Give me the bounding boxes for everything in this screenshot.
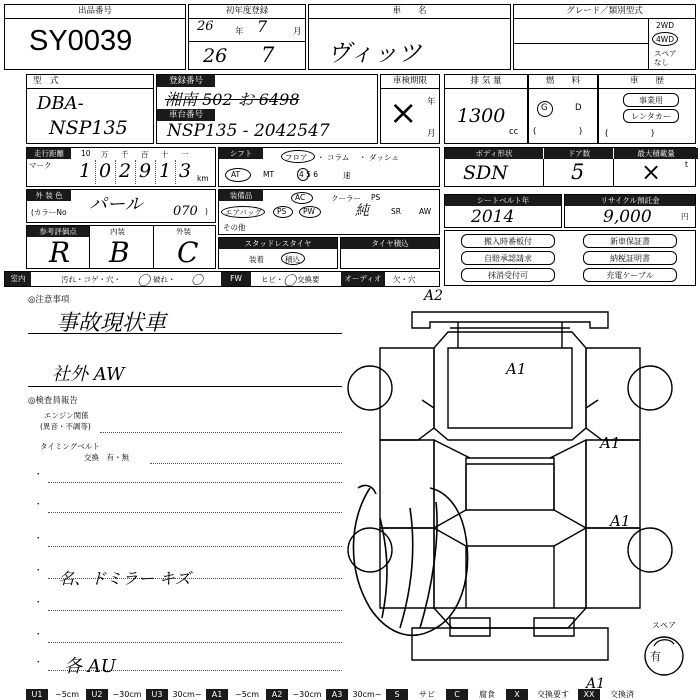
studless-label: スタッドレスタイヤ: [219, 238, 337, 249]
grade-label: グレード／類別型式: [514, 5, 695, 19]
legend-item-14: C: [446, 689, 468, 700]
equip-label: 装備品: [219, 190, 263, 201]
legend-item-0: U1: [26, 689, 48, 700]
capacity-unit: t: [685, 160, 688, 169]
car-name-box: [308, 4, 511, 70]
year-unit: 年: [235, 27, 244, 37]
doc-item-0: 搬入時番板付: [461, 234, 555, 248]
legend-item-18: XX: [578, 689, 600, 700]
lot-label: 出品番号: [5, 5, 185, 19]
engine-sub: (異音・不調等): [40, 422, 91, 431]
spare-label: スペア: [652, 621, 676, 630]
mileage-box: [26, 147, 216, 187]
mark-a2-front: A2: [424, 288, 444, 304]
mileage-unit-1: 万: [101, 150, 109, 159]
inspector-label: ◎検査員報告: [28, 396, 78, 406]
interior-score-label: 内装: [89, 226, 153, 237]
timing-label: タイミングベルト: [40, 442, 100, 451]
grade-box: [513, 4, 696, 70]
seatbelt-value: 2014: [471, 207, 515, 227]
fuel-label: 燃 料: [529, 75, 597, 89]
recycle-label: リサイクル預託金: [565, 195, 695, 206]
shift-option-dash: ダッシュ: [369, 153, 399, 162]
grade-score-label: 参考評価点: [27, 226, 89, 237]
equip-cooler: クーラー: [331, 194, 361, 203]
model-line2: NSP135: [49, 117, 128, 139]
color-value: パール: [89, 194, 143, 215]
first-reg-printed-year: 26: [197, 19, 214, 34]
mileage-unit-0: 10: [81, 149, 91, 158]
score-interior: B: [109, 236, 130, 269]
fw-line2: 交換要: [297, 275, 320, 284]
legend-item-12: S: [386, 689, 408, 700]
mileage-digit-2: 2: [119, 160, 132, 182]
studless-loaded: 積込: [285, 255, 300, 264]
caution-accident: 事故現状車: [56, 311, 167, 336]
color-label: 外 装 色: [27, 190, 71, 201]
report-bullet-5: ・: [34, 630, 43, 640]
reg-value: 湘南 502 お 6498: [165, 90, 300, 109]
doc-item-1: 新車保証書: [583, 234, 677, 248]
docs-box: [444, 230, 696, 286]
audio-line: 欠・穴: [393, 275, 416, 284]
mileage-digit-1: 0: [99, 160, 112, 182]
doors-label: ドア数: [543, 148, 614, 159]
history-business: 事業用: [623, 93, 679, 107]
mileage-unit-3: 百: [141, 150, 149, 159]
recycle-box: [564, 194, 696, 228]
report-bullet-2: ・: [34, 534, 43, 544]
equip-box: [218, 189, 440, 235]
displacement-box: [444, 74, 528, 144]
history-box: 車 歴 事業用 レンタカー ( ): [598, 74, 696, 144]
caution-label: ◎注意事項: [28, 295, 70, 305]
condition-bar: 室内 汚れ・コゲ・穴・ 〇 破れ・ 〇 FW ヒビ・ 〇 交換要 オーディオ 欠・穴: [4, 271, 440, 287]
first-reg-label: 初年度登録: [189, 5, 305, 19]
legend-item-1: ~5cm: [55, 690, 79, 699]
seatbelt-label: シートベルト年: [445, 195, 561, 206]
doc-item-4: 抹消受付可: [461, 268, 555, 282]
legend-item-16: X: [506, 689, 528, 700]
shift-speeds: 4 5 6: [299, 170, 319, 179]
inspection-box: 車検期限 × 年 月: [380, 74, 440, 144]
shift-at: AT: [231, 170, 241, 179]
spare-value: 有: [650, 650, 661, 663]
mileage-label: 走行距離: [27, 148, 71, 159]
studless-mounted: 装着: [249, 255, 264, 264]
capacity-value: ×: [641, 158, 662, 186]
fuel-g: G: [541, 103, 548, 113]
equip-airbag: エアバッグ: [225, 208, 262, 217]
cc-unit: cc: [509, 127, 519, 137]
legend-item-19: 交換済: [610, 690, 634, 699]
color-note: (カラーNo: [31, 208, 67, 217]
car-name-label: 車 名: [309, 5, 510, 19]
chassis-label: 車台番号: [157, 109, 215, 121]
color-code: 070: [173, 204, 198, 219]
mileage-digit-0: 1: [79, 160, 92, 182]
capacity-label: 最大積載量: [613, 148, 698, 159]
score-overall: R: [49, 236, 71, 269]
report-au: 各 AU: [64, 656, 116, 677]
spare-none: スペア なし: [654, 49, 677, 67]
drive-2wd: 2WD: [656, 21, 674, 30]
mark-a1-rear: A1: [586, 676, 606, 688]
reg-label: 登録番号: [157, 75, 215, 87]
equip-genuine: 純: [355, 203, 369, 219]
body-value: SDN: [463, 162, 508, 184]
legend-item-4: U3: [146, 689, 168, 700]
legend-item-11: 30cm~: [352, 690, 382, 699]
legend-item-15: 腐食: [479, 690, 495, 699]
month-unit: 月: [293, 27, 302, 37]
legend-item-3: ~30cm: [112, 690, 142, 699]
interior-line: 汚れ・コゲ・穴・: [61, 275, 121, 284]
doc-item-5: 充電ケーブル: [583, 268, 677, 282]
body-box: [444, 147, 696, 187]
recycle-value: 9,000: [603, 207, 652, 227]
car-damage-diagram: [340, 288, 700, 688]
equip-ps1: PS: [371, 193, 381, 202]
tires-label: タイヤ積込: [341, 238, 439, 249]
inspection-value: ×: [389, 93, 418, 133]
legend-item-10: A3: [326, 689, 348, 700]
score-exterior: C: [177, 236, 199, 269]
mark-a1-hood: A1: [506, 360, 527, 378]
engine-label: エンジン関係: [44, 411, 89, 420]
legend-item-2: U2: [86, 689, 108, 700]
mark-a1-right-rear: A1: [610, 512, 631, 530]
legend-item-7: ~5cm: [235, 690, 259, 699]
seatbelt-box: [444, 194, 562, 228]
shift-mt: MT: [263, 170, 275, 179]
report-bullet-3: ・: [34, 566, 43, 576]
inspection-label: 車検期限: [381, 75, 439, 89]
legend-item-6: A1: [206, 689, 228, 700]
chassis-value: NSP135 - 2042547: [167, 121, 330, 141]
shift-option-floor: フロア: [285, 153, 308, 162]
history-label: 車 歴: [599, 75, 695, 89]
displacement-label: 排 気 量: [445, 75, 527, 89]
first-reg-printed-month: 7: [257, 17, 268, 36]
tires-box: [340, 237, 440, 269]
report-bullet-0: ・: [34, 470, 43, 480]
fw-label: FW: [221, 272, 251, 286]
first-reg-hand-year: 26: [203, 45, 228, 67]
legend-item-13: サビ: [419, 690, 435, 699]
first-reg-box: [188, 4, 306, 70]
exterior-score-label: 外装: [153, 226, 217, 237]
model-line1: DBA-: [37, 93, 84, 114]
shift-option-column: コラム: [327, 153, 350, 162]
shift-box: シフト フロア ・ コラム ・ ダッシュ AT MT 4 5 6 速: [218, 147, 440, 187]
color-box: 外 装 色 (カラーNo パール 070 ): [26, 189, 216, 223]
mileage-digit-4: 1: [159, 160, 172, 182]
mileage-unit-4: 十: [161, 150, 169, 159]
registration-box: [156, 74, 378, 144]
report-mirror: 名、ドミラー キズ: [58, 569, 191, 588]
first-reg-hand-month: 7: [261, 43, 275, 67]
shift-label: シフト: [219, 148, 263, 159]
mileage-digit-3: 9: [139, 160, 152, 182]
equip-ac: AC: [295, 193, 306, 202]
timing-opts: 交換 有・無: [84, 453, 129, 462]
fw-line: ヒビ・: [261, 275, 284, 284]
equip-sr: SR: [391, 207, 401, 216]
car-name: ヴィッツ: [327, 39, 422, 67]
displacement-value: 1300: [457, 105, 506, 127]
report-bullet-1: ・: [34, 500, 43, 510]
doc-item-2: 自賠承認請求: [461, 251, 555, 265]
lot-number: SY0039: [29, 25, 133, 57]
report-bullet-4: ・: [34, 598, 43, 608]
doc-item-3: 納税証明書: [583, 251, 677, 265]
audio-label: オーディオ: [341, 272, 385, 286]
recycle-unit: 円: [681, 212, 689, 221]
body-label: ボディ形状: [445, 148, 543, 159]
studless-box: [218, 237, 338, 269]
model-label: 型 式: [27, 75, 153, 89]
equip-pw: PW: [303, 207, 315, 216]
mileage-unit-5: 一: [181, 150, 189, 159]
fuel-box: 燃 料 G D ( ): [528, 74, 598, 144]
legend-item-8: A2: [266, 689, 288, 700]
mileage-digit-5: 3: [179, 160, 192, 182]
mileage-mark: マーク: [29, 161, 52, 170]
km-unit: km: [197, 174, 209, 183]
report-bullet-6: ・: [34, 658, 43, 668]
drive-4wd: 4WD: [656, 35, 674, 44]
mileage-unit-2: 千: [121, 150, 129, 159]
equip-ps: PS: [277, 207, 287, 216]
shift-speed-unit: 速: [343, 171, 351, 180]
doors-value: 5: [571, 160, 585, 184]
legend-item-17: 交換要す: [537, 690, 569, 699]
interior-line-label: 室内: [5, 272, 31, 286]
model-box: [26, 74, 154, 144]
fuel-d: D: [575, 103, 582, 113]
interior-line2: 破れ・: [153, 275, 176, 284]
equip-other: その他: [223, 223, 246, 232]
equip-aw: AW: [419, 207, 432, 216]
history-rental: レンタカー: [623, 109, 679, 123]
mark-a1-right-front: A1: [600, 434, 621, 452]
caution-aw: 社外 AW: [52, 364, 125, 385]
lot-box: [4, 4, 186, 70]
score-box: [26, 225, 216, 269]
legend-item-5: 30cm~: [172, 690, 202, 699]
legend-item-9: ~30cm: [292, 690, 322, 699]
